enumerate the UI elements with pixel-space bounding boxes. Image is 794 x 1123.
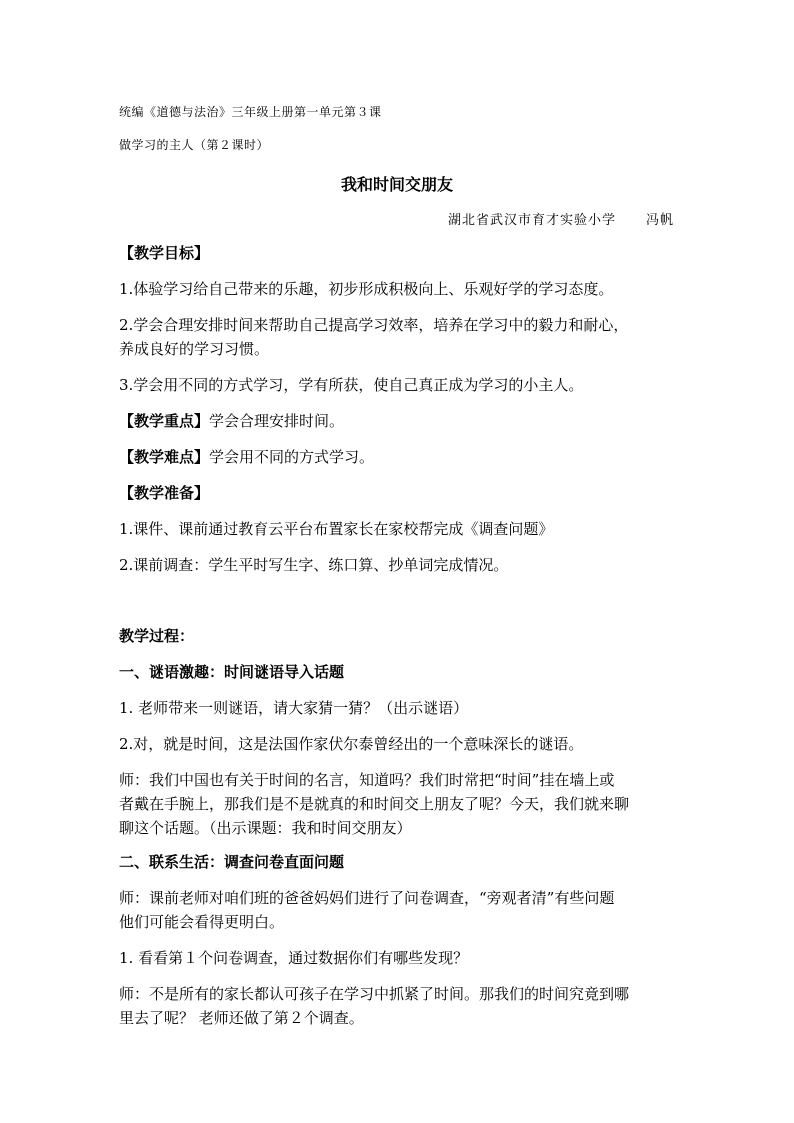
section1-heading: 一、谜语激趣：时间谜语导入话题 [119,663,345,681]
teacher-name: 冯帆 [645,213,674,228]
preparation-item: 2.课前调查：学生平时写生字、练口算、抄单词完成情况。 [119,556,509,574]
section1-paragraph: 者戴在手腕上，那我们是不是就真的和时间交上朋友了呢？今天，我们就来聊 [119,795,630,813]
section1-paragraph: 聊这个话题。（出示课题：我和时间交朋友） [119,819,412,837]
section2-paragraph: 他们可能会看得更明白。 [119,913,285,931]
key-point-text: 学会合理安排时间。 [209,412,345,430]
section2-paragraph: 师：不是所有的家长都认可孩子在学习中抓紧了时间。那我们的时间究竟到哪 [119,985,630,1003]
objective-item: 养成良好的学习习惯。 [119,340,270,358]
section1-paragraph: 2.对，就是时间，这是法国作家伏尔泰曾经出的一个意味深长的谜语。 [119,735,584,753]
preparation-item: 1.课件、课前通过教育云平台布置家长在家校帮完成《调查问题》 [119,520,554,538]
page-title: 我和时间交朋友 [340,175,453,194]
key-point-label: 【教学重点】 [119,412,210,430]
difficulty-text: 学会用不同的方式学习。 [209,448,375,466]
section2-paragraph: 里去了呢？ 老师还做了第２个调查。 [119,1009,364,1027]
difficulty-label: 【教学难点】 [119,448,210,466]
process-heading: 教学过程： [119,627,195,645]
section1-paragraph: 师：我们中国也有关于时间的名言，知道吗？我们时常把“时间”挂在墙上或 [119,771,615,789]
key-point [119,409,344,433]
section2-paragraph: 师：课前老师对咱们班的爸爸妈妈们进行了问卷调查，“旁观者清”有些问题 [119,889,615,907]
section2-paragraph: 1. 看看第１个问卷调查，通过数据你们有哪些发现？ [119,949,469,967]
objective-item: 1.体验学习给自己带来的乐趣，初步形成积极向上、乐观好学的学习态度。 [119,280,614,298]
course-line: 统编《道德与法治》三年级上册第一单元第３课 [119,105,382,119]
objective-item: 2.学会合理安排时间来帮助自己提高学习效率，培养在学习中的毅力和耐心， [119,316,629,334]
author-line [448,209,674,228]
lesson-line: 做学习的主人（第２课时） [119,138,270,152]
preparation-heading: 【教学准备】 [119,484,210,502]
section2-heading: 二、联系生活：调查问卷直面问题 [119,853,345,871]
objectives-heading: 【教学目标】 [119,244,210,262]
section1-paragraph: 1. 老师带来一则谜语，请大家猜一猜？（出示谜语） [119,699,469,717]
school-name: 湖北省武汉市育才实验小学 [447,213,616,228]
objective-item: 3.学会用不同的方式学习，学有所获，使自己真正成为学习的小主人。 [119,376,584,394]
difficulty [119,445,374,469]
